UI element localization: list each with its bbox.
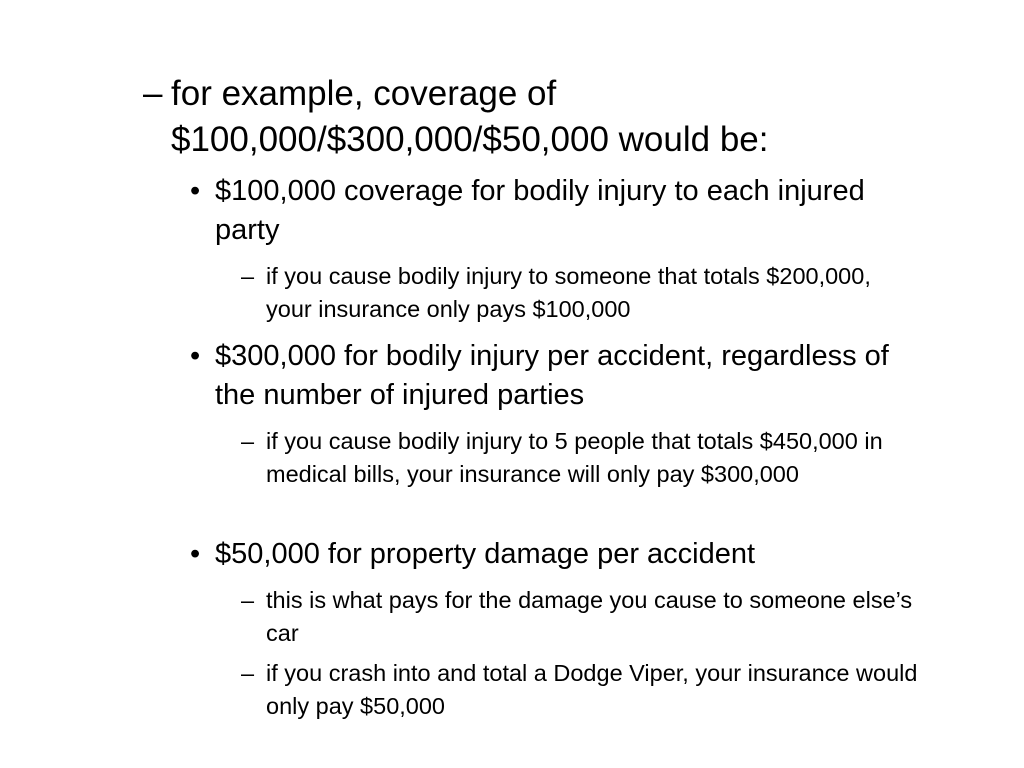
example-heading-item [143, 71, 923, 163]
sub-item-text: if you crash into and total a Dodge Viper, your insurance would only pay $50,000 [266, 660, 918, 719]
bullet-marker: • [190, 340, 201, 372]
dash-marker: – [241, 587, 255, 613]
bullet-item-property-damage [190, 535, 910, 574]
sub-item-text: if you cause bodily injury to 5 people that totals $450,000 in medical bills, your insurance will only pay $300,000 [266, 428, 883, 487]
bullet-marker: • [190, 538, 201, 570]
dash-marker: – [241, 263, 255, 289]
bullet-item-bodily-injury-each [190, 172, 910, 250]
bullet-item-bodily-injury-per-accident [190, 337, 910, 415]
sub-item-bodily-injury-example [241, 260, 921, 326]
sub-item-five-people-example [241, 425, 921, 491]
dash-marker: – [241, 428, 255, 454]
sub-item-dodge-viper-example [241, 657, 921, 723]
sub-item-property-damage-explanation [241, 584, 921, 650]
bullet-marker: • [190, 175, 201, 207]
bullet-text: $300,000 for bodily injury per accident, regardless of the number of injured parties [215, 340, 889, 411]
bullet-text: $50,000 for property damage per accident [215, 538, 756, 570]
bullet-text: $100,000 coverage for bodily injury to each injured party [215, 175, 865, 246]
sub-item-text: this is what pays for the damage you cause to someone else’s car [266, 587, 913, 646]
dash-marker: – [143, 74, 163, 113]
example-heading-text: for example, coverage of $100,000/$300,000/$50,000 would be: [171, 74, 769, 159]
dash-marker: – [241, 660, 255, 686]
sub-item-text: if you cause bodily injury to someone that totals $200,000, your insurance only pays $100,000 [266, 263, 871, 322]
